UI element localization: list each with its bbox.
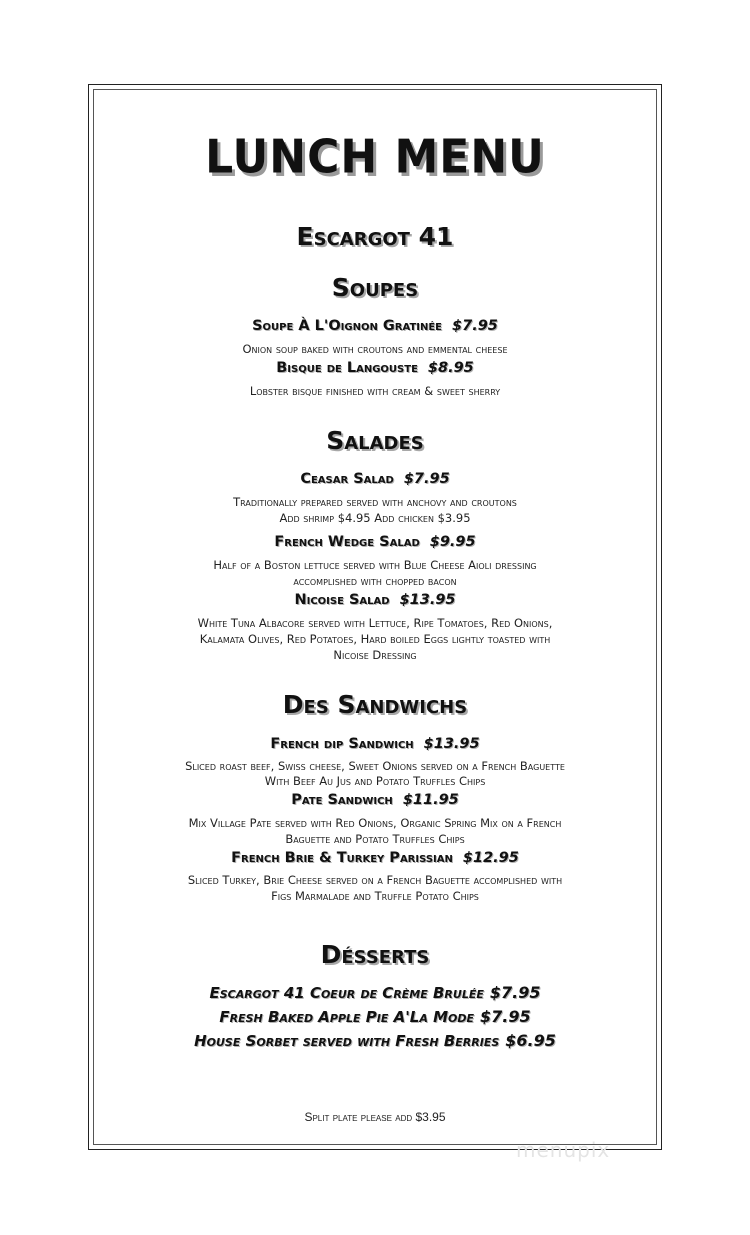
section-heading-sandwichs: Des Sandwichs bbox=[282, 690, 468, 719]
item-description: Lobster bisque finished with cream & sweet sherry bbox=[249, 384, 501, 398]
menu-title: LUNCH MENU bbox=[205, 130, 545, 185]
item-price: $7.95 bbox=[452, 318, 498, 334]
menu-item bbox=[0, 318, 750, 334]
menu-item bbox=[0, 471, 750, 487]
item-name: Nicoise Salad bbox=[294, 592, 390, 608]
item-description: Traditionally prepared served with anchovy and croutons bbox=[233, 495, 517, 509]
item-name: Bisque de Langouste bbox=[276, 360, 418, 376]
item-price: $13.95 bbox=[423, 736, 480, 752]
item-description: accomplished with chopped bacon bbox=[293, 574, 457, 588]
menu-item bbox=[0, 360, 750, 376]
item-description: Nicoise Dressing bbox=[333, 648, 417, 662]
menu-item bbox=[0, 534, 750, 550]
item-price: $12.95 bbox=[462, 850, 519, 866]
menu-item bbox=[0, 983, 750, 1002]
item-name: Escargot 41 Coeur de Crème Brulée bbox=[209, 984, 484, 1002]
item-name: Pate Sandwich bbox=[291, 792, 393, 808]
section-heading-salades: Salades bbox=[326, 426, 424, 455]
menu-item bbox=[0, 736, 750, 752]
item-description: Onion soup baked with croutons and emmental cheese bbox=[242, 342, 508, 356]
item-name: House Sorbet served with Fresh Berries bbox=[194, 1032, 500, 1050]
menu-item bbox=[0, 850, 750, 866]
section-heading-soupes: Soupes bbox=[331, 273, 419, 302]
item-price: $7.95 bbox=[489, 983, 541, 1002]
item-price: $11.95 bbox=[402, 792, 459, 808]
item-name: Fresh Baked Apple Pie A'La Mode bbox=[219, 1008, 475, 1026]
item-name: French dip Sandwich bbox=[270, 736, 414, 752]
item-description: White Tuna Albacore served with Lettuce, Ripe Tomatoes, Red Onions, bbox=[197, 616, 553, 630]
item-description: With Beef Au Jus and Potato Truffles Chips bbox=[264, 774, 486, 788]
watermark-logo: menupix bbox=[516, 1138, 611, 1162]
item-description: Half of a Boston lettuce served with Blue Cheese Aioli dressing bbox=[213, 558, 537, 572]
item-description: Baguette and Potato Truffles Chips bbox=[285, 832, 465, 846]
item-name: Ceasar Salad bbox=[300, 471, 394, 487]
restaurant-name: Escargot 41 bbox=[296, 222, 454, 251]
menu-item bbox=[0, 1007, 750, 1026]
item-name: French Wedge Salad bbox=[274, 534, 420, 550]
item-description: Sliced roast beef, Swiss cheese, Sweet Onions served on a French Baguette bbox=[185, 759, 565, 773]
item-price: $7.95 bbox=[480, 1007, 531, 1026]
item-price: $9.95 bbox=[429, 534, 476, 550]
split-plate-note: Split plate please add $3.95 bbox=[304, 1110, 446, 1124]
item-description: Kalamata Olives, Red Potatoes, Hard boiled Eggs lightly toasted with bbox=[199, 632, 551, 646]
item-description: Add shrimp $4.95 Add chicken $3.95 bbox=[279, 511, 471, 525]
section-heading-desserts: Désserts bbox=[320, 940, 430, 969]
item-price: $8.95 bbox=[427, 360, 474, 376]
item-name: French Brie & Turkey Parissian bbox=[231, 850, 453, 866]
item-price: $7.95 bbox=[403, 471, 450, 487]
menu-item bbox=[0, 1031, 750, 1050]
menu-item bbox=[0, 792, 750, 808]
item-description: Mix Village Pate served with Red Onions, Organic Spring Mix on a French bbox=[188, 816, 562, 830]
menu-item bbox=[0, 592, 750, 608]
item-description: Figs Marmalade and Truffle Potato Chips bbox=[271, 889, 479, 903]
item-price: $6.95 bbox=[505, 1031, 556, 1050]
item-price: $13.95 bbox=[399, 592, 456, 608]
item-description: Sliced Turkey, Brie Cheese served on a French Baguette accomplished with bbox=[187, 873, 563, 887]
item-name: Soupe À L'Oignon Gratinée bbox=[252, 318, 443, 334]
